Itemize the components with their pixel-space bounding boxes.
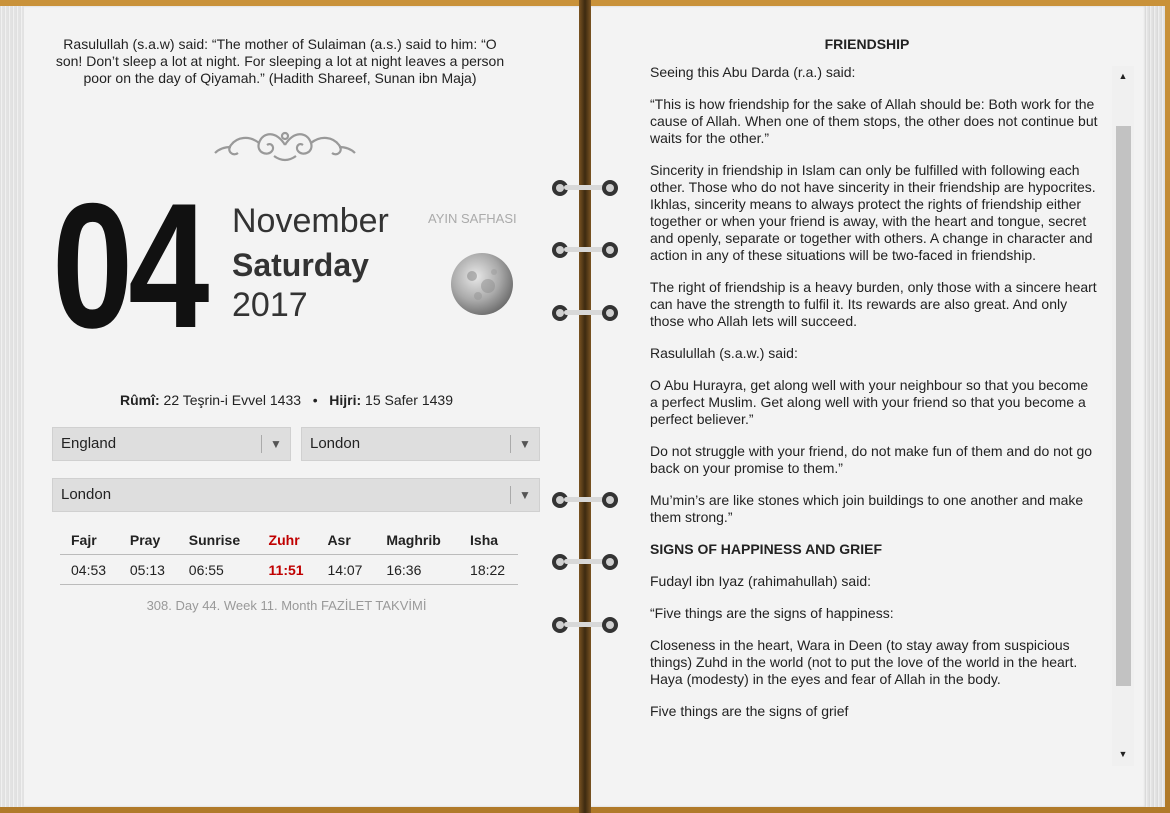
article-subheading: SIGNS OF HAPPINESS AND GRIEF (650, 541, 883, 557)
prayer-header-maghrib: Maghrib (375, 528, 459, 555)
chevron-down-icon[interactable]: ▼ (510, 486, 539, 504)
prayer-times-header-row (60, 528, 518, 555)
prayer-time-sunrise: 06:55 (178, 555, 258, 585)
chevron-down-icon[interactable]: ▼ (261, 435, 290, 453)
article-paragraph: Five things are the signs of grief (650, 703, 849, 719)
city-select[interactable] (301, 427, 540, 461)
prayer-time-zuhr: 11:51 (258, 555, 317, 585)
article-paragraph: The right of friendship is a heavy burden, only those with a sincere heart can have the strength to fulfil it. Its rewards are also great. And only those who Allah lets will succeed. (650, 279, 1097, 329)
ornament-icon (214, 126, 356, 164)
scroll-down-arrow-icon[interactable]: ▼ (1118, 749, 1128, 759)
prayer-time-isha: 18:22 (459, 555, 518, 585)
city-select-value: London (310, 435, 361, 452)
article-paragraph: Seeing this Abu Darda (r.a.) said: (650, 64, 856, 80)
prayer-header-isha: Isha (459, 528, 518, 555)
hijri-date: 15 Safer 1439 (365, 392, 454, 408)
country-select[interactable] (52, 427, 291, 461)
calendar-separator: • (312, 392, 318, 408)
moon-phase-icon (450, 252, 514, 316)
article-paragraph: Rasulullah (s.a.w.) said: (650, 345, 798, 361)
district-select[interactable] (52, 478, 540, 512)
district-select-value: London (61, 486, 112, 503)
prayer-header-asr: Asr (316, 528, 375, 555)
binder-ring-icon (548, 178, 624, 198)
prayer-header-fajr: Fajr (60, 528, 119, 555)
binder-ring-icon (548, 490, 624, 510)
prayer-header-zuhr: Zuhr (258, 528, 317, 555)
hijri-label: Hijri: (329, 392, 362, 408)
binder-ring-icon (548, 552, 624, 572)
prayer-time-asr: 14:07 (316, 555, 375, 585)
day-info: 308. Day 44. Week 11. Month FAZİLET TAKVİMİ (146, 598, 427, 613)
prayer-header-pray: Pray (119, 528, 178, 555)
alternate-calendars (0, 392, 573, 408)
article-paragraph: Do not struggle with your friend, do not make fun of them and do not go back on your promise to them.” (650, 443, 1093, 476)
rumi-date: 22 Teşrin-i Evvel 1433 (163, 392, 302, 408)
prayer-times-row (60, 555, 518, 585)
daily-hadith-quote: Rasulullah (s.a.w) said: “The mother of Sulaiman (a.s.) said to him: “O son! Don’t sleep a lot at night. For sleeping a lot at night leaves a person poor on the day of Qiyamah.” (Hadith Shareef, Sunan ibn Maja) (55, 36, 505, 86)
prayer-time-fajr: 04:53 (60, 555, 119, 585)
article-paragraph: Mu’min’s are like stones which join buildings to one another and make them strong.” (650, 492, 1084, 525)
prayer-time-pray: 05:13 (119, 555, 178, 585)
article-paragraph: Fudayl ibn Iyaz (rahimahullah) said: (650, 573, 871, 589)
article-title: FRIENDSHIP (824, 36, 910, 52)
article-body[interactable] (650, 64, 1098, 764)
binder-rings (548, 0, 628, 813)
year: 2017 (232, 286, 308, 324)
moon-phase-label: AYIN SAFHASI (428, 211, 517, 226)
day-number: 04 (52, 166, 205, 365)
chevron-down-icon[interactable]: ▼ (510, 435, 539, 453)
binder-ring-icon (548, 615, 624, 635)
article-paragraph: Sincerity in friendship in Islam can only be fulfilled with following each other. Those who do not have sincerity in their friendship are hypocrites. Ikhlas, sincerity means to always protect the rights of friendship either together or when your friend is away, with the heart and tongue, secret and openly, separate or together with others. A change in character and action in any of these situations will be two-faced in friendship. (650, 162, 1096, 263)
month-name: November (232, 202, 389, 240)
article-paragraph: Closeness in the heart, Wara in Deen (to stay away from suspicious things) Zuhd in the world (not to put the love of the world in the heart. Haya (modesty) in the eyes and fear of Allah in the body. (650, 637, 1078, 687)
article-paragraph: “Five things are the signs of happiness: (650, 605, 894, 621)
binder-ring-icon (548, 303, 624, 323)
country-select-value: England (61, 435, 117, 452)
scroll-up-arrow-icon[interactable]: ▲ (1118, 71, 1128, 81)
article-scrollbar[interactable] (1112, 66, 1134, 766)
scrollbar-thumb[interactable] (1116, 126, 1131, 686)
article-paragraph: O Abu Hurayra, get along well with your neighbour so that you become a perfect Muslim. Get along well with your friend so that you become a perfect believer.” (650, 377, 1089, 427)
right-page-edges (1145, 6, 1165, 807)
prayer-times-table (60, 528, 518, 585)
weekday-name: Saturday (232, 247, 369, 283)
article-paragraph: “This is how friendship for the sake of Allah should be: Both work for the cause of Allah. When one of them stops, the other does not continue but waits for the other.” (650, 96, 1098, 146)
prayer-header-sunrise: Sunrise (178, 528, 258, 555)
rumi-label: Rûmî: (119, 392, 160, 408)
binder-ring-icon (548, 240, 624, 260)
prayer-time-maghrib: 16:36 (375, 555, 459, 585)
